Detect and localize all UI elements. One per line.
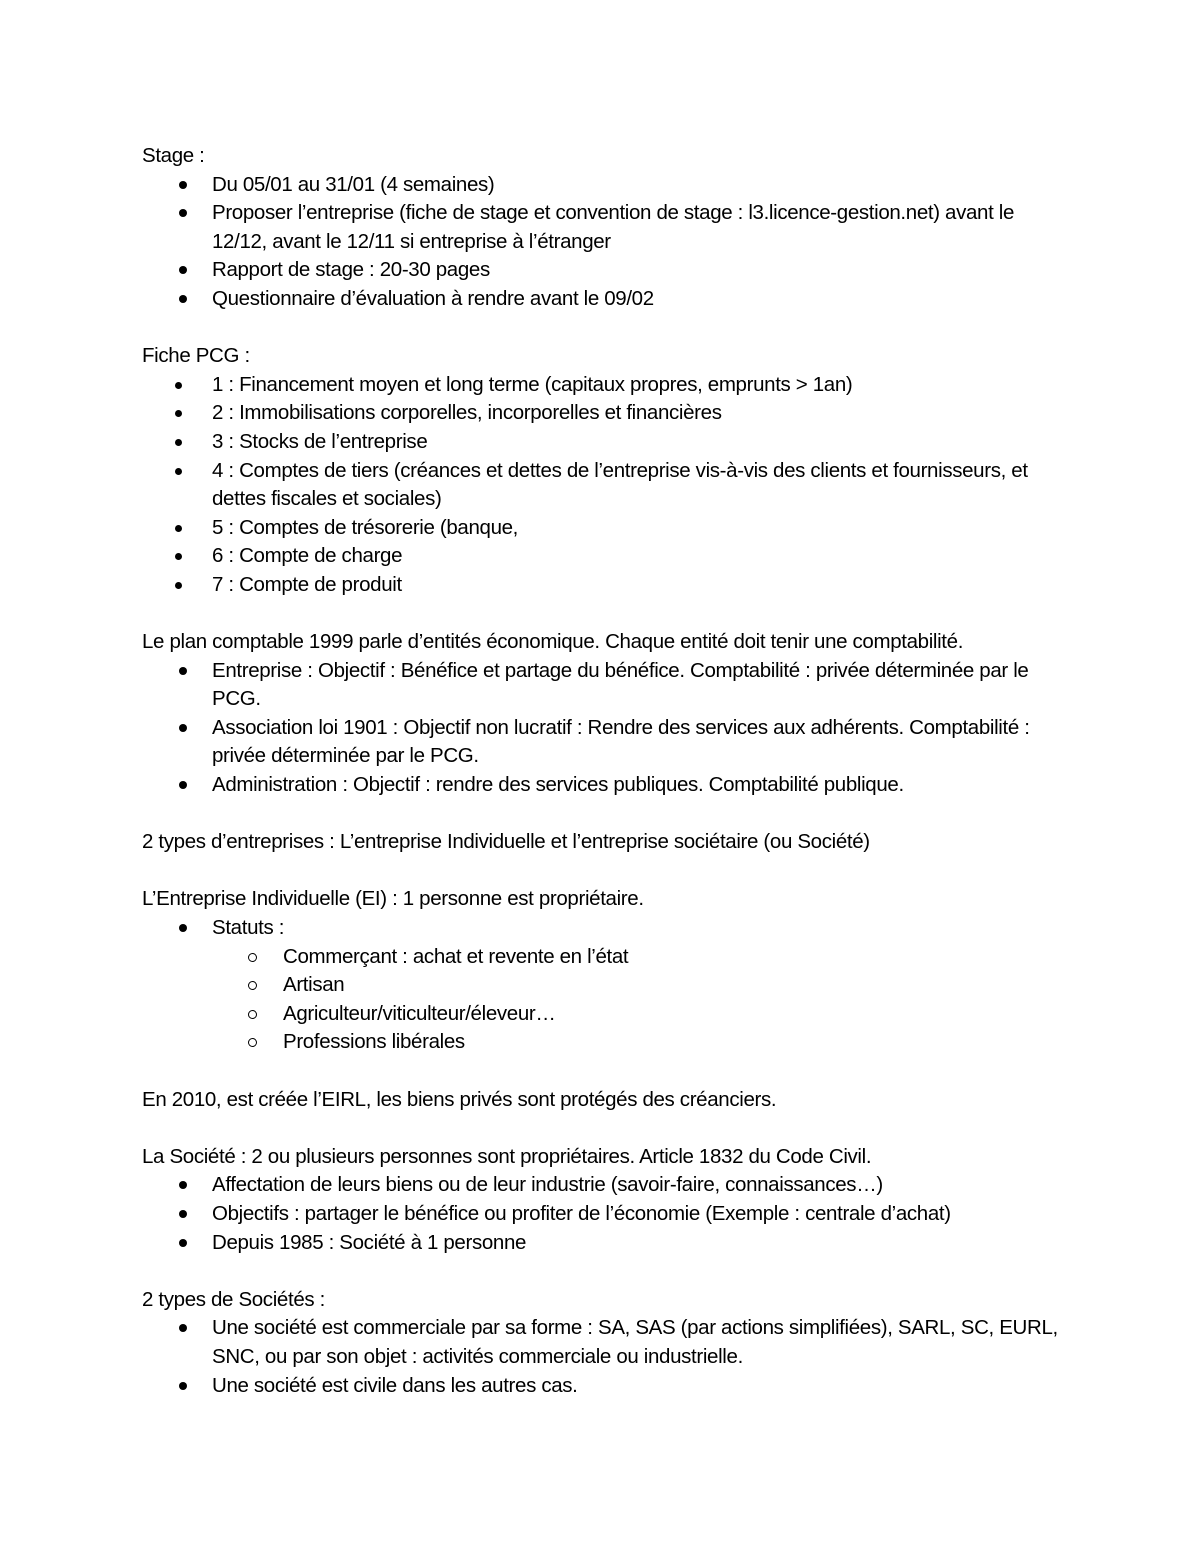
plan-list bbox=[142, 657, 1072, 800]
societe-list bbox=[142, 1171, 1072, 1257]
stage-list bbox=[142, 171, 1072, 314]
list-item: Association loi 1901 : Objectif non lucratif : Rendre des services aux adhérents. Comptabilité : privée déterminée par le PCG. bbox=[142, 714, 1072, 771]
statuts-label: Statuts : bbox=[212, 916, 285, 940]
sublist-item: Professions libérales bbox=[142, 1028, 1072, 1057]
types-societes-list bbox=[142, 1314, 1072, 1400]
pcg-list bbox=[142, 371, 1072, 600]
list-item: Affectation de leurs biens ou de leur industrie (savoir-faire, connaissances…) bbox=[142, 1171, 1072, 1200]
ei-list bbox=[142, 914, 1072, 1057]
eirl-paragraph: En 2010, est créée l’EIRL, les biens privés sont protégés des créanciers. bbox=[142, 1087, 777, 1111]
sublist-item: Artisan bbox=[142, 971, 1072, 1000]
list-item: Proposer l’entreprise (fiche de stage et convention de stage : l3.licence-gestion.net) avant le 12/12, avant le 12/11 si entreprise à l’étranger bbox=[142, 199, 1072, 256]
paragraph-gap bbox=[142, 1257, 1072, 1286]
list-item: Du 05/01 au 31/01 (4 semaines) bbox=[142, 171, 1072, 200]
paragraph-gap bbox=[142, 600, 1072, 629]
paragraph-gap bbox=[142, 857, 1072, 886]
list-item: 5 : Comptes de trésorerie (banque, bbox=[142, 514, 1072, 543]
list-item: Une société est commerciale par sa forme : SA, SAS (par actions simplifiées), SARL, SC, EURL, SNC, ou par son objet : activités commerciale ou industrielle. bbox=[142, 1314, 1072, 1371]
list-item: 1 : Financement moyen et long terme (capitaux propres, emprunts > 1an) bbox=[142, 371, 1072, 400]
document-body bbox=[142, 142, 1072, 1400]
paragraph-gap bbox=[142, 1114, 1072, 1143]
list-item: 4 : Comptes de tiers (créances et dettes de l’entreprise vis-à-vis des clients et fournisseurs, et dettes fiscales et sociales) bbox=[142, 457, 1072, 514]
statuts-sublist bbox=[212, 943, 1072, 1057]
list-item: Une société est civile dans les autres cas. bbox=[142, 1372, 1072, 1401]
stage-heading: Stage : bbox=[142, 144, 205, 167]
societe-intro: La Société : 2 ou plusieurs personnes sont propriétaires. Article 1832 du Code Civil. bbox=[142, 1144, 872, 1168]
paragraph-gap bbox=[142, 314, 1072, 343]
list-item: 7 : Compte de produit bbox=[142, 571, 1072, 600]
paragraph-gap bbox=[142, 800, 1072, 829]
list-item bbox=[142, 914, 1072, 1057]
list-item: Objectifs : partager le bénéfice ou profiter de l’économie (Exemple : centrale d’achat) bbox=[142, 1200, 1072, 1229]
sublist-item: Agriculteur/viticulteur/éleveur… bbox=[142, 1000, 1072, 1029]
paragraph-gap bbox=[142, 1057, 1072, 1086]
list-item: Questionnaire d’évaluation à rendre avant le 09/02 bbox=[142, 285, 1072, 314]
list-item: Administration : Objectif : rendre des services publiques. Comptabilité publique. bbox=[142, 771, 1072, 800]
sublist-item: Commerçant : achat et revente en l’état bbox=[142, 943, 1072, 972]
pcg-heading: Fiche PCG : bbox=[142, 344, 250, 368]
list-item: 2 : Immobilisations corporelles, incorporelles et financières bbox=[142, 399, 1072, 428]
list-item: 3 : Stocks de l’entreprise bbox=[142, 428, 1072, 457]
list-item: Entreprise : Objectif : Bénéfice et partage du bénéfice. Comptabilité : privée déterminée par le PCG. bbox=[142, 657, 1072, 714]
list-item: Rapport de stage : 20-30 pages bbox=[142, 256, 1072, 285]
types-societes-heading: 2 types de Sociétés : bbox=[142, 1287, 325, 1311]
ei-intro: L’Entreprise Individuelle (EI) : 1 personne est propriétaire. bbox=[142, 887, 644, 911]
list-item: Depuis 1985 : Société à 1 personne bbox=[142, 1229, 1072, 1258]
plan-intro: Le plan comptable 1999 parle d’entités économique. Chaque entité doit tenir une comptabilité. bbox=[142, 630, 964, 654]
list-item: 6 : Compte de charge bbox=[142, 542, 1072, 571]
types-entreprises: 2 types d’entreprises : L’entreprise Individuelle et l’entreprise sociétaire (ou Société) bbox=[142, 830, 870, 854]
